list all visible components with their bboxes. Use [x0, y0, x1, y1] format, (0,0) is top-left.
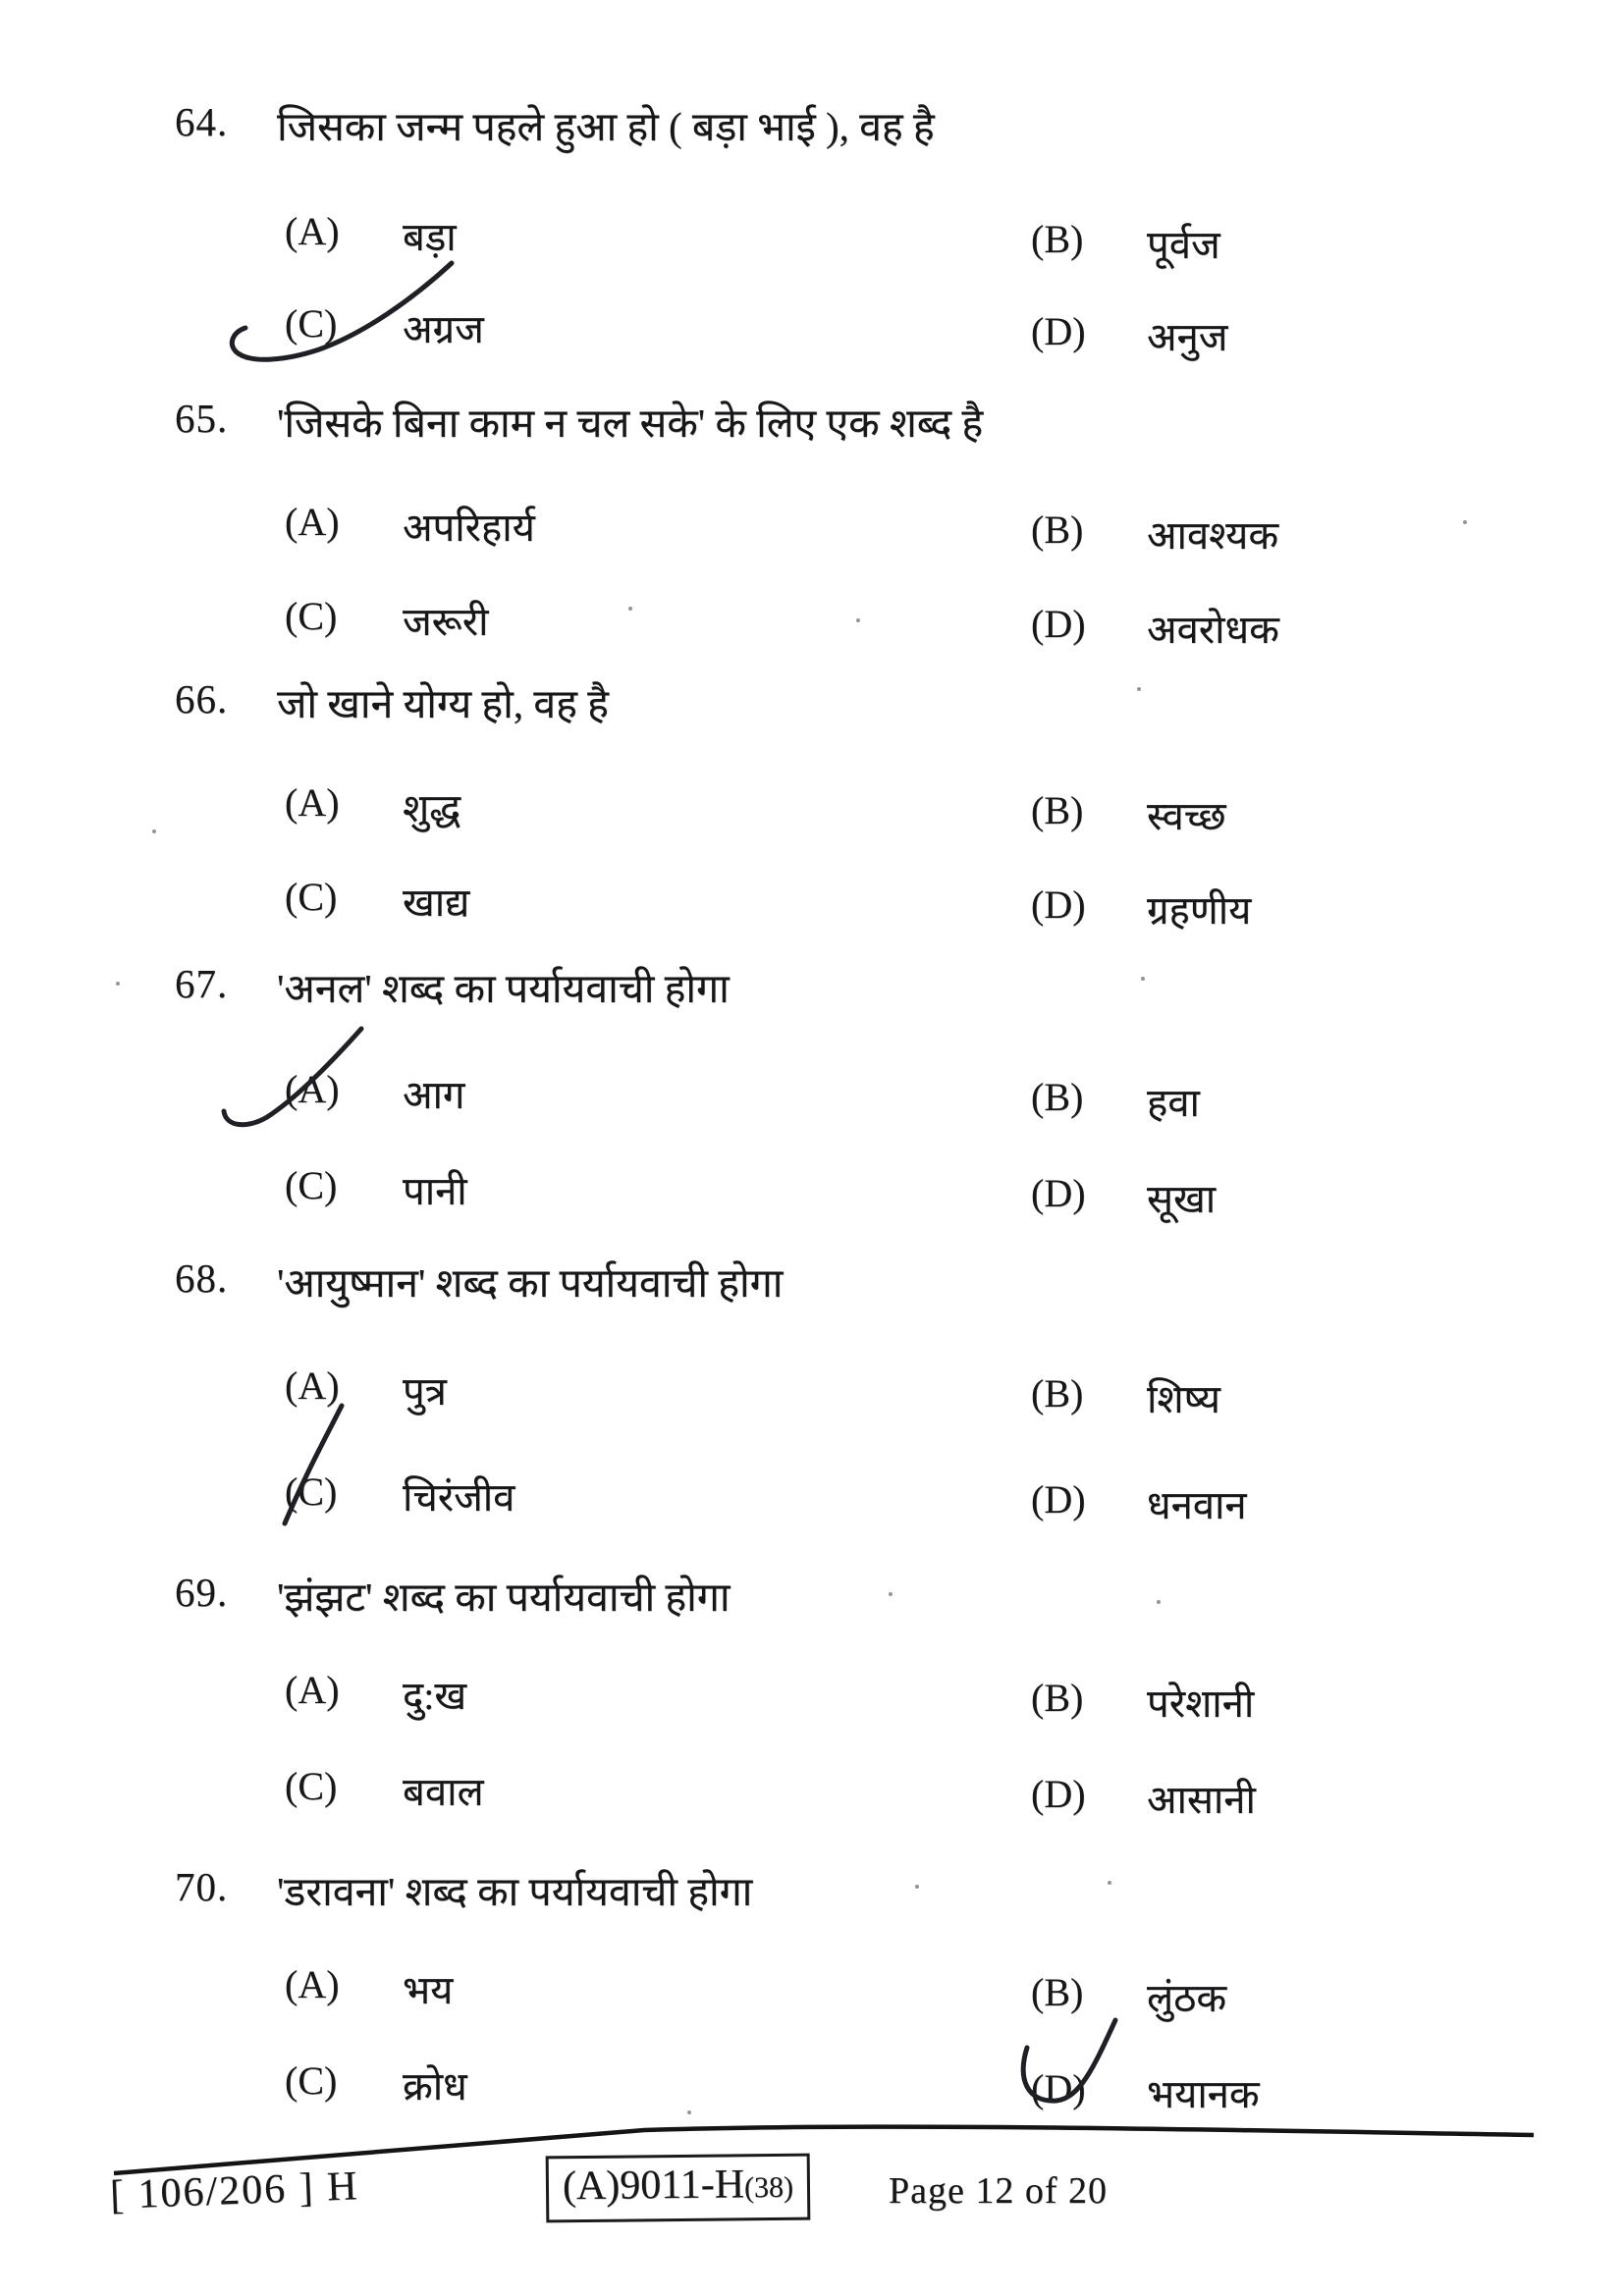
option-text: अवरोधक [1147, 608, 1279, 652]
option-text: अग्रज [403, 307, 484, 351]
question-70-options-row-1 [0, 1961, 1624, 2024]
option-text: शिष्य [1147, 1377, 1220, 1421]
question-number: 70. [175, 1864, 229, 1909]
option-text: बवाल [403, 1770, 484, 1814]
question-64-options-row-1 [0, 208, 1624, 271]
option-text: जरूरी [403, 600, 489, 644]
option-text: हवा [1147, 1081, 1200, 1125]
question-text: जो खाने योग्य हो, वह है [277, 681, 609, 726]
option-text: आवश्यक [1147, 513, 1279, 558]
scan-artifact-dot [1108, 1881, 1111, 1885]
option-label: (D) [1031, 1772, 1086, 1816]
question-number: 64. [175, 99, 229, 144]
scan-artifact-dot [687, 2110, 691, 2114]
question-68-options-row-2 [0, 1468, 1624, 1531]
question-69-options-row-2 [0, 1763, 1624, 1826]
question-text: 'झंझट' शब्द का पर्यायवाची होगा [277, 1575, 731, 1620]
question-69-line [0, 1569, 1624, 1631]
option-label: (D) [1031, 309, 1086, 353]
question-number: 69. [175, 1570, 229, 1615]
scan-artifact-dot [915, 1885, 919, 1889]
question-68-options-row-1 [0, 1362, 1624, 1425]
option-label: (C) [285, 301, 338, 346]
option-text: पानी [403, 1169, 467, 1213]
scan-artifact-dot [856, 618, 860, 622]
question-69-options-row-1 [0, 1667, 1624, 1730]
option-label: (A) [285, 780, 340, 825]
footer-paper-code-suffix: (38) [743, 2170, 794, 2205]
option-text: सूखा [1147, 1177, 1217, 1221]
question-number: 65. [175, 396, 229, 441]
question-66-line [0, 675, 1624, 738]
question-67-options-row-2 [0, 1162, 1624, 1225]
option-text: स्वच्छ [1147, 794, 1226, 838]
option-label: (D) [1031, 602, 1086, 646]
option-text: आग [403, 1073, 465, 1117]
question-65-options-row-1 [0, 499, 1624, 561]
option-label: (B) [1031, 788, 1084, 832]
option-text: क्रोध [403, 2064, 467, 2109]
option-text: चिरंजीव [403, 1475, 515, 1520]
option-text: दु:ख [403, 1674, 467, 1718]
option-label: (D) [1031, 2066, 1086, 2110]
option-text: आसानी [1147, 1778, 1256, 1822]
question-70-line [0, 1863, 1624, 1926]
option-text: अनुज [1147, 315, 1228, 359]
question-68-line [0, 1255, 1624, 1317]
scan-artifact-dot [1463, 520, 1467, 524]
scan-artifact-dot [152, 829, 156, 833]
option-label: (D) [1031, 1477, 1086, 1522]
scan-artifact-dot [889, 1592, 893, 1596]
question-67-line [0, 960, 1624, 1023]
scan-artifact-dot [1137, 687, 1141, 691]
option-text: खाद्य [403, 881, 470, 925]
question-text: 'डरावना' शब्द का पर्यायवाची होगा [277, 1869, 753, 1914]
footer-paper-code-box [546, 2154, 811, 2223]
option-label: (D) [1031, 1171, 1086, 1215]
option-label: (B) [1031, 217, 1084, 261]
option-label: (B) [1031, 1075, 1084, 1119]
question-text: 'अनल' शब्द का पर्यायवाची होगा [277, 966, 730, 1011]
option-label: (C) [285, 1469, 338, 1514]
option-label: (B) [1031, 1371, 1084, 1415]
footer-page-number: Page 12 of 20 [889, 2170, 1109, 2212]
scan-artifact-dot [628, 607, 632, 611]
option-label: (A) [285, 500, 340, 544]
option-label: (D) [1031, 882, 1086, 927]
question-66-options-row-2 [0, 874, 1624, 936]
option-label: (A) [285, 1668, 340, 1712]
option-text: भय [403, 1968, 454, 2012]
option-label: (A) [285, 1067, 340, 1111]
option-text: बड़ा [403, 215, 457, 259]
option-label: (B) [1031, 507, 1084, 552]
option-label: (C) [285, 2058, 338, 2103]
question-number: 67. [175, 961, 229, 1006]
option-label: (C) [285, 1163, 338, 1207]
option-text: परेशानी [1147, 1682, 1255, 1726]
question-text: 'जिसके बिना काम न चल सके' के लिए एक शब्द है [277, 400, 984, 446]
option-label: (C) [285, 875, 338, 919]
scan-artifact-dot [1141, 977, 1145, 981]
footer-paper-code: (A)9011-H [562, 2162, 745, 2210]
scan-artifact-dot [116, 982, 120, 986]
question-text: 'आयुष्मान' शब्द का पर्यायवाची होगा [277, 1260, 784, 1306]
question-text: जिसका जन्म पहले हुआ हो ( बड़ा भाई ), वह है [277, 104, 935, 149]
option-label: (C) [285, 1764, 338, 1808]
option-text: भयानक [1147, 2072, 1260, 2116]
question-64-options-row-2 [0, 300, 1624, 363]
option-text: लुंठक [1147, 1976, 1227, 2020]
question-number: 66. [175, 676, 229, 721]
option-text: धनवान [1147, 1483, 1247, 1527]
question-65-line [0, 395, 1624, 457]
footer-booklet-code: [ 106/206 ] H [109, 2163, 360, 2218]
option-text: पुत्र [403, 1369, 447, 1414]
option-text: पूर्वज [1147, 223, 1220, 267]
option-label: (B) [1031, 1970, 1084, 2014]
question-65-options-row-2 [0, 593, 1624, 656]
option-text: शुद्ध [403, 786, 461, 830]
question-67-options-row-1 [0, 1066, 1624, 1129]
scan-artifact-dot [1157, 1600, 1161, 1604]
question-64-line [0, 98, 1624, 161]
option-label: (A) [285, 1363, 340, 1408]
option-label: (C) [285, 594, 338, 638]
option-text: ग्रहणीय [1147, 888, 1252, 933]
question-number: 68. [175, 1255, 229, 1301]
question-66-options-row-1 [0, 779, 1624, 842]
question-70-options-row-2 [0, 2057, 1624, 2120]
option-label: (A) [285, 209, 340, 253]
option-text: अपरिहार्य [403, 506, 535, 550]
option-label: (A) [285, 1962, 340, 2006]
option-label: (B) [1031, 1676, 1084, 1720]
